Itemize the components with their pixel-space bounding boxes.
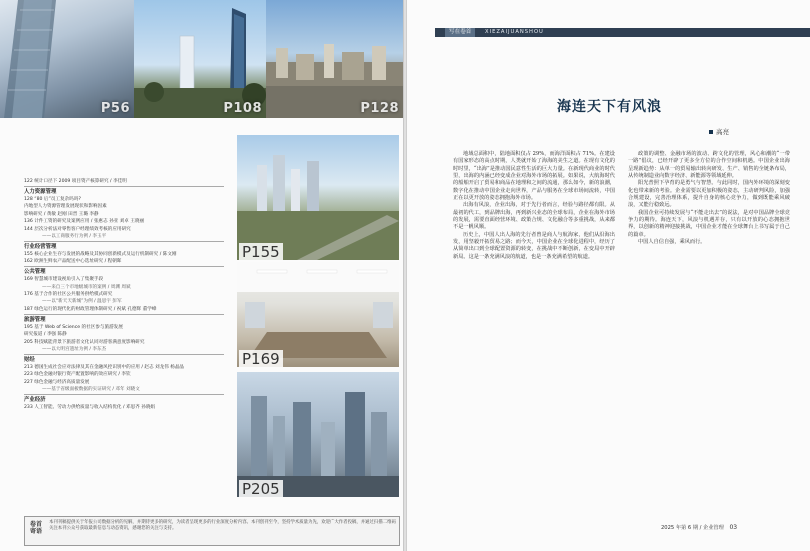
- toc-entry: 162 欧洲生鲜农产品配送中心选址研究 / 程朝晖: [24, 259, 122, 265]
- toc-divider: [24, 314, 224, 315]
- footer-issue: 2025 年第 6 期 / 企业管理: [661, 525, 724, 531]
- article-author: [709, 127, 729, 136]
- toc-entry: 155 核心企业生存与发展的战略及其协同创新模式及运行机制研究 / 陈文刚: [24, 251, 177, 257]
- column-pinyin: XIEZAIJUANSHOU: [485, 29, 544, 35]
- photo-page-label: P108: [223, 101, 262, 116]
- page-footer: [661, 524, 737, 531]
- toc-divider: [24, 354, 224, 355]
- toc-entry: ——以大明宫遗址为例 / 李东杰: [42, 346, 107, 352]
- toc-section-heading: 人力资源管理: [24, 188, 57, 195]
- photo-page-label: P205: [239, 480, 283, 497]
- article-column-1: [453, 151, 615, 261]
- toc-section-heading: 财经: [24, 356, 35, 363]
- article-paragraph: 阳光普照下孕育的是勇气与智慧。与此同时，国内外环境的深刻变化也带来新的考验。企业需要以更加积极的姿态，主动研判风险，加强合规建设，完善治理体系，提升自身的核心竞争力，做到既能乘风破浪，又能行稳致远。: [628, 180, 790, 209]
- side-photo-1: [237, 135, 399, 260]
- table-of-contents: [24, 178, 234, 411]
- toc-entry: 研究报道 / 李强 陈静: [24, 332, 67, 338]
- article-column-2: [628, 151, 790, 246]
- top-photo-2: [134, 0, 266, 118]
- toc-entry: ——以“新天天新城”为例 / 温思宇 彭军: [42, 299, 122, 305]
- author-marker-icon: [709, 130, 713, 134]
- toc-divider: [24, 186, 224, 187]
- photo-page-label: P155: [239, 243, 283, 260]
- toc-entry: 内地型人力资源管理发展现状和影响因素: [24, 204, 107, 210]
- side-photo-2: [237, 262, 399, 367]
- photo-page-label: P56: [100, 101, 130, 116]
- toc-divider: [24, 394, 224, 395]
- toc-entry: 169 智慧城市建设视角引入了集聚手段: [24, 277, 104, 283]
- toc-section-heading: 行业经营管理: [24, 243, 57, 250]
- article-paragraph: 历史上，中国人出人海的先行者曾是商人与航海家，他们从沿海出发，用坚毅开拓贸易之路；而今天，中国企业在全球化进程中，经历了从简单出口到全球配置资源的转变，在挑战中不断创新，在变局中开辟新局。这是一条充满风浪的航道，也是一条充满希望的航道。: [453, 231, 615, 260]
- toc-entry: 128 “80 后”员工复杂吗吗?: [24, 196, 81, 202]
- toc-entry: 227 绿色金融与经济高质量发展: [24, 379, 90, 385]
- article-paragraph: 我国企业可持续发展与“不能走出去”的说法，是对中国品牌全球竞争力的期待。海连天下，风浪与机遇并存，只有以开放的心态拥抱世界，以创新的精神迎接挑战，中国企业才能在全球舞台上书写属于自己的篇章。: [628, 209, 790, 238]
- editor-note-tag: 卷首寄语: [29, 521, 42, 535]
- toc-entry: 213 德国生成社会应对法律及其在金融风控识别中的应用 / 赵志 刘龙伟 杨晶晶: [24, 364, 185, 370]
- author-name: 高亮: [716, 128, 729, 136]
- toc-entry: 176 基于合作的社区公共服务供给模式研究: [24, 291, 113, 297]
- article-paragraph: 出海有风浪，企业出海，对于先行者而言，经验与路径都有限。从最初的代工，到品牌出海，再到新兴业态的全球布局，企业在海外市场的发展，需要直面经营环境、政策合规、文化融合等多重挑战，从来都不是一帆风顺。: [453, 202, 615, 231]
- top-photo-3: [266, 0, 403, 118]
- city-aerial-illustration: [237, 135, 399, 260]
- article-title: 海连天下有风浪: [557, 99, 662, 115]
- photo-page-label: P128: [360, 101, 399, 116]
- editor-note-box: [24, 516, 400, 546]
- toc-entry: 144 层次分析法对零售客户经理绩效考核的应用研究: [24, 226, 131, 232]
- toc-entry: ——以工商服务行为例 / 李玉平: [42, 233, 107, 239]
- toc-section-heading: 公共管理: [24, 269, 46, 276]
- toc-section-heading: 产业经济: [24, 396, 46, 403]
- skyline-illustration: [237, 372, 399, 497]
- right-page-article: [407, 0, 810, 551]
- photo-page-label: P169: [239, 350, 283, 367]
- article-paragraph: 政策的调整、金融市场的波动、跨文化的管理，风心和潮的“一带一路”倡议，已经开辟了更多全方位的合作空间和机遇。中国企业出海呈现新趋势：从单一的贸易输出转向研发、生产、销售的全链条布局，从传统制造业向数字经济、新能源等领域延伸。: [628, 151, 790, 180]
- toc-entry: 136 计件工资的研究及案例应用 / 张惠志 孙亚 刘卓 王晓丽: [24, 219, 145, 225]
- toc-entry: 223 绿色金融对银行资产配置影响的效应研究 / 李钦: [24, 372, 131, 378]
- toc-entry: 122 统计口径下 2009 项目资产核算研究 / 李佳明: [24, 179, 127, 184]
- side-photo-3: [237, 372, 399, 497]
- left-page-contents: [0, 0, 403, 551]
- article-paragraph: 地域总面积中，陆地面积仅占 29%，而海洋面积占 71%。在建设有国家形态的高点时期，人类就开始了海海的美生之道。在现有文化的时时里，“出海”是推动国民意性生活的巨大力量。在新现代商业的时代里，出海的内涵已经变成企业对海外市场的拓展。如果说，大航海时代的船舶开启了贸易和商品在地理和之间的流通，那么如今，新的浪潮，数字化在推动中国企业走向世界，产品与服务在全球市场间流转，中国正在以更开放的姿态拥抱海外市场。: [453, 151, 615, 202]
- column-header-band: [435, 28, 810, 37]
- toc-entry: ——基于省级面板数据的实证研究 / 邓年 刘晓文: [42, 387, 140, 393]
- toc-divider: [24, 241, 224, 242]
- page-number: 03: [729, 524, 738, 531]
- toc-entry: 影响研究 / 黄敏 赵刚 田晋 王璐 李静: [24, 211, 99, 217]
- toc-entry: 205 科技赋能背景下旅游者文化认同对游客满意度影响研究: [24, 339, 145, 345]
- toc-entry: 195 基于 Web of Science 的社区参与旅游发展: [24, 324, 123, 330]
- article-paragraph: 中国人自信自强，乘风而行。: [638, 239, 706, 246]
- editor-note-text: 本刊刊稿提供关于年报公司数据分析的见解，并期待更多的研究，为读者呈现更多的行业深度分析内容。本刊创刊至今，坚持学术质量为先，欢迎广大作者投稿，并通过扫描二维码关注本刊公众号获取最新信息与动态资讯，感谢您的关注与支持。: [49, 520, 396, 532]
- toc-section-heading: 旅游管理: [24, 316, 46, 323]
- top-photo-1: [0, 0, 134, 118]
- column-tag: 写在卷首: [445, 28, 475, 37]
- toc-entry: 187 绿色运行的现代化的财政管理体制研究 / 祝斌 孔德辉 董学峰: [24, 306, 157, 312]
- toc-entry: 233 人工智能、劳动力供给质量与收入结构优化 / 邓思齐 孙晓娟: [24, 404, 156, 410]
- toc-divider: [24, 266, 224, 267]
- toc-entry: ——来自三个市地级城市的案例 / 周渊 周斌: [42, 284, 131, 290]
